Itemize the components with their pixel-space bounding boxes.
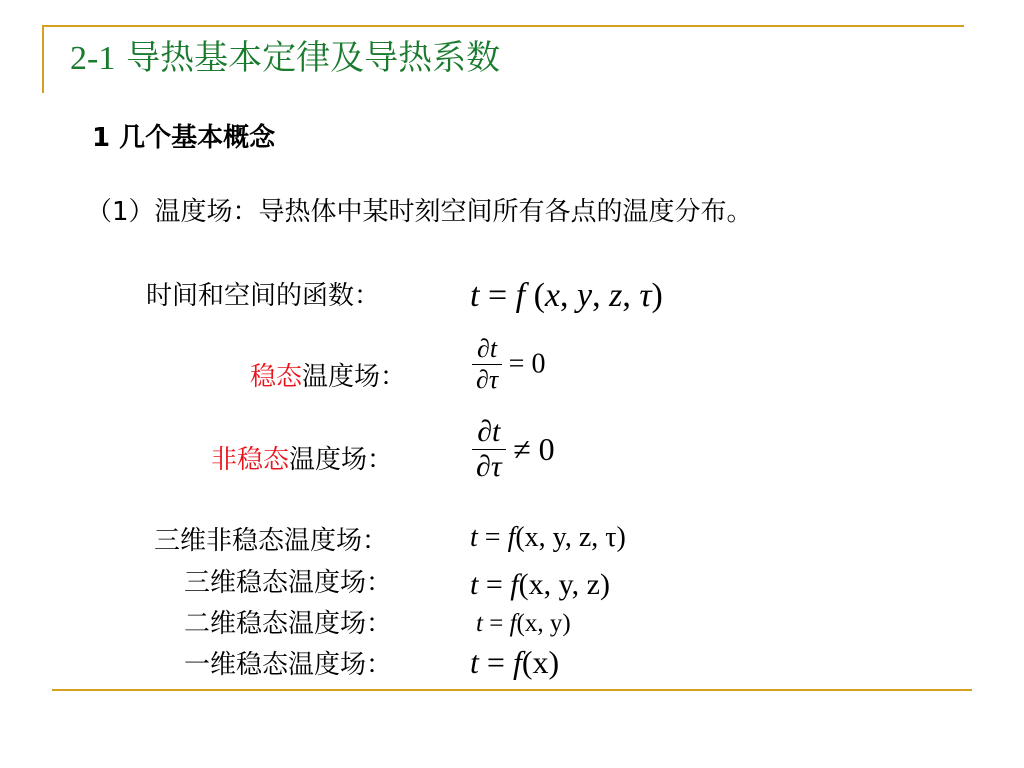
frame-left-line xyxy=(42,25,44,93)
unsteady-label-red: 非稳态 xyxy=(211,445,290,475)
general-field-formula: t = f (x, y, z, τ) xyxy=(470,277,663,314)
slide-title-text: 导热基本定律及导热系数 xyxy=(126,38,501,78)
unsteady-field-formula xyxy=(472,415,555,484)
unsteady-label-black: 温度场： xyxy=(289,445,394,475)
field-label-3d-steady: 三维稳态温度场： xyxy=(184,568,393,598)
field-label-2d-steady: 二维稳态温度场： xyxy=(184,609,393,639)
unsteady-field-label xyxy=(211,443,393,477)
function-label: 时间和空间的函数： xyxy=(146,281,381,311)
field-formula-1d-steady: t = f(x) xyxy=(470,644,560,680)
slide-title-number: 2-1 xyxy=(70,40,116,77)
steady-label-black: 温度场： xyxy=(302,362,407,392)
unsteady-derivative-fraction: $\frac{\partial t}{\partial\tau}$ xyxy=(472,415,506,484)
field-args-3d-steady: (x, y, z) xyxy=(518,568,610,601)
field-label-3d-unsteady: 三维非稳态温度场： xyxy=(154,526,389,556)
steady-label-red: 稳态 xyxy=(250,362,303,392)
steady-field-formula xyxy=(472,334,545,395)
field-formula-2d-steady: t = f(x, y) xyxy=(476,610,571,637)
field-args-1d-steady: (x) xyxy=(521,644,560,680)
frame-bottom-line xyxy=(52,689,972,691)
field-args-2d-steady: (x, y) xyxy=(516,610,571,637)
slide-title xyxy=(70,36,500,81)
field-formula-3d-unsteady: t = f(x, y, z, τ) xyxy=(470,522,626,553)
frame-top-line xyxy=(42,25,964,27)
field-label-1d-steady: 一维稳态温度场： xyxy=(184,650,393,680)
temperature-field-definition: （1）温度场：导热体中某时刻空间所有各点的温度分布。 xyxy=(86,197,753,227)
field-formula-3d-steady: t = f(x, y, z) xyxy=(470,568,610,601)
field-args-3d-unsteady: (x, y, z, τ) xyxy=(515,522,626,553)
steady-derivative-fraction: $\frac{\partial t}{\partial\tau}$ xyxy=(472,334,502,395)
unsteady-relation: ≠ 0 xyxy=(513,431,555,467)
steady-field-label xyxy=(250,360,406,394)
section-heading: 1 几个基本概念 xyxy=(92,123,276,153)
steady-relation: = 0 xyxy=(508,348,546,380)
